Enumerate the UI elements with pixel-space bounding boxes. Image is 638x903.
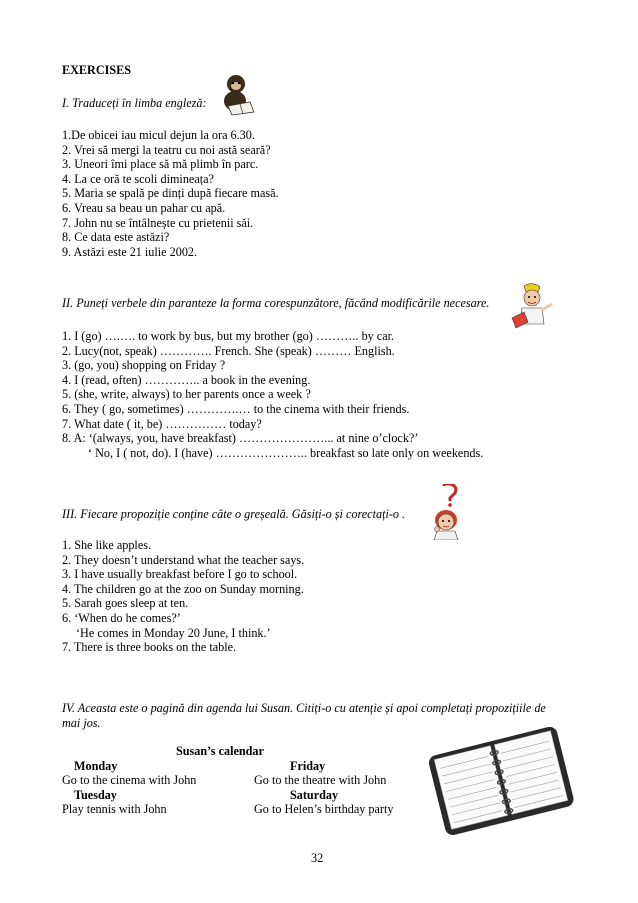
calendar-day-monday: Monday	[74, 759, 118, 773]
list-item: ‘He comes in Monday 20 June, I think.’	[76, 625, 271, 640]
calendar-activity-monday: Go to the cinema with John	[62, 773, 197, 787]
calendar-day-tuesday: Tuesday	[74, 788, 117, 802]
exercise-2-instruction: II. Puneți verbele din paranteze la forma corespunzătore, făcând modificările necesare.	[62, 296, 490, 310]
exercises-heading: EXERCISES	[62, 63, 132, 77]
list-item: 3. Uneori îmi place să mă plimb în parc.	[62, 157, 259, 172]
list-item: 5. (she, write, always) to her parents once a week ?	[62, 387, 311, 402]
exercise-1-list	[62, 128, 279, 259]
list-item: 2. Vrei să mergi la teatru cu noi astă seară?	[62, 142, 271, 157]
exercise-1-instruction: I. Traduceți în limba engleză:	[62, 96, 207, 110]
list-item: 3. I have usually breakfast before I go to school.	[62, 567, 298, 582]
calendar-activity-saturday: Go to Helen’s birthday party	[254, 802, 394, 816]
list-item: 2. Lucy(not, speak) …………. French. She (speak) ……… English.	[62, 343, 395, 358]
list-item: 5. Maria se spală pe dinți după fiecare masă.	[62, 186, 279, 201]
exercise-3-list	[62, 538, 304, 655]
list-item: 2. They doesn’t understand what the teacher says.	[62, 552, 305, 567]
exercise-3-instruction: III. Fiecare propoziție conține câte o greșeală. Găsiți-o și corectați-o .	[62, 507, 406, 521]
list-item: 4. The children go at the zoo on Sunday morning.	[62, 581, 304, 596]
calendar-day-friday: Friday	[290, 759, 326, 773]
monkey-reading-icon	[216, 72, 258, 116]
calendar-title: Susan’s calendar	[176, 744, 264, 758]
list-item: 6. Vreau sa beau un pahar cu apă.	[62, 200, 226, 215]
calendar-activity-friday: Go to the theatre with John	[254, 773, 387, 787]
exercise-2-list	[62, 329, 483, 460]
calendar-day-saturday: Saturday	[290, 788, 339, 802]
list-item: 1.De obicei iau micul dejun la ora 6.30.	[62, 128, 255, 142]
exercise-4-instruction-line-1: IV. Aceasta este o pagină din agenda lui Susan. Citiți-o cu atenție și apoi completați propozițiile de	[62, 701, 546, 715]
list-item: 7. There is three books on the table.	[62, 640, 237, 655]
list-item: 4. La ce oră te scoli dimineața?	[62, 171, 214, 186]
list-item: 9. Astăzi este 21 iulie 2002.	[62, 244, 198, 259]
list-item: ‘ No, I ( not, do). I (have) ………………….. breakfast so late only on weekends.	[88, 445, 484, 460]
list-item: 1. I (go) ….…. to work by bus, but my brother (go) ……….. by car.	[62, 329, 395, 343]
list-item: 5. Sarah goes sleep at ten.	[62, 596, 189, 611]
notebook-planner-icon	[425, 722, 577, 838]
list-item: 8. A: ‘(always, you, have breakfast) …………………... at nine o’clock?’	[62, 431, 419, 446]
cartoon-girl-question-mark-icon	[428, 484, 468, 540]
list-item: 6. ‘When do he comes?’	[62, 610, 181, 625]
list-item: 4. I (read, often) ………….. a book in the evening.	[62, 372, 311, 387]
list-item: 3. (go, you) shopping on Friday ?	[62, 358, 226, 373]
list-item: 8. Ce data este astăzi?	[62, 230, 170, 245]
list-item: 6. They ( go, sometimes) ………….… to the cinema with their friends.	[62, 401, 410, 416]
cartoon-man-pointing-icon	[510, 282, 554, 330]
list-item: 7. What date ( it, be) …………… today?	[62, 416, 262, 431]
calendar-activity-tuesday: Play tennis with John	[62, 802, 167, 816]
exercise-4-instruction-line-2: mai jos.	[62, 716, 101, 730]
list-item: 1. She like apples.	[62, 538, 152, 552]
page-number: 32	[311, 851, 324, 865]
list-item: 7. John nu se întâlnește cu prietenii săi.	[62, 215, 254, 230]
